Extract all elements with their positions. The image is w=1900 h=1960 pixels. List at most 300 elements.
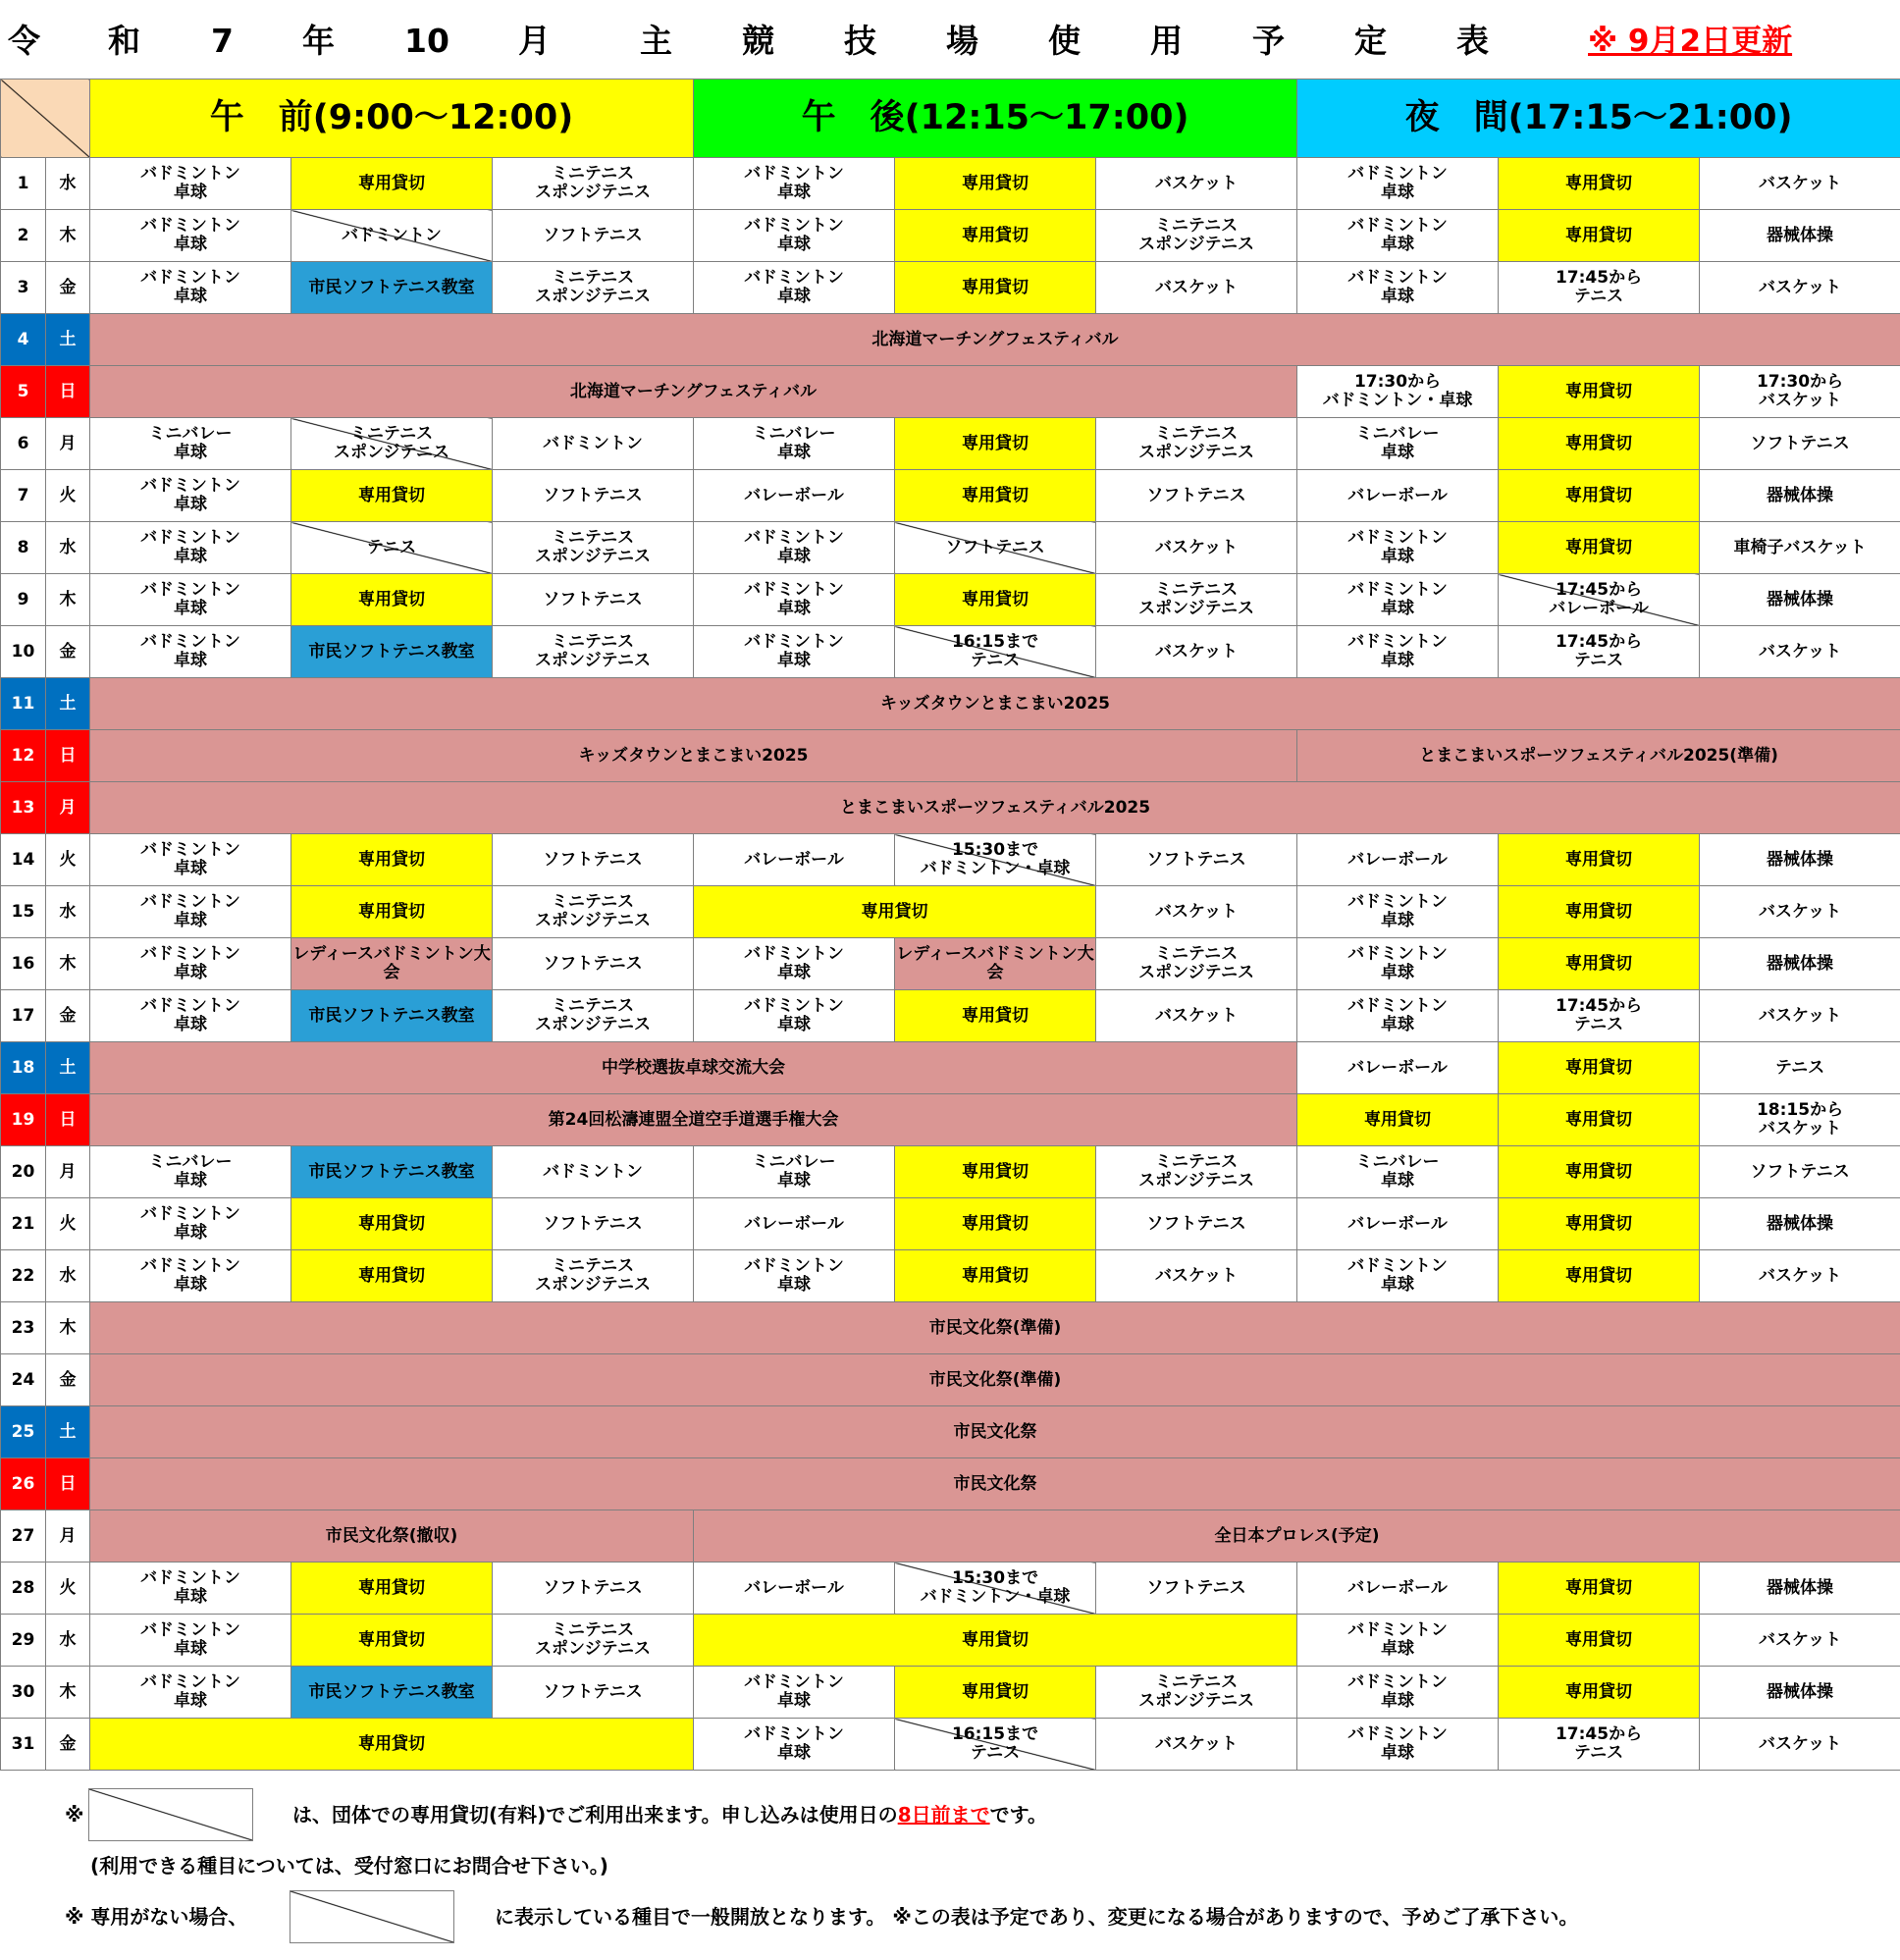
corner-cell bbox=[1, 79, 90, 158]
schedule-cell bbox=[1096, 626, 1297, 678]
cell-text: 市民ソフトテニス教室 bbox=[308, 1005, 475, 1026]
day-row bbox=[1, 834, 1900, 886]
event-cell bbox=[90, 1458, 1900, 1510]
cell-text: ソフトテニス bbox=[1146, 1213, 1246, 1234]
weekday: 日 bbox=[46, 1458, 90, 1510]
reserved-cell bbox=[895, 1198, 1096, 1250]
schedule-cell bbox=[895, 626, 1096, 678]
schedule-cell bbox=[493, 1146, 694, 1198]
cell-text: テニス bbox=[1774, 1057, 1825, 1078]
schedule-cell bbox=[895, 1563, 1096, 1615]
cell-text: バレーボール bbox=[1347, 1577, 1448, 1598]
cell-text: 器械体操 bbox=[1767, 953, 1834, 974]
cell-text: 市民ソフトテニス教室 bbox=[308, 1161, 475, 1182]
cell-text: バレーボール bbox=[744, 1213, 844, 1234]
schedule-cell bbox=[1700, 522, 1900, 574]
schedule-cell bbox=[1297, 1667, 1499, 1719]
day-number: 19 bbox=[1, 1094, 46, 1146]
cell-text: 専用貸切 bbox=[1565, 849, 1633, 870]
reserved-cell bbox=[1499, 418, 1700, 470]
title-char: 10 bbox=[404, 22, 449, 60]
schedule-cell bbox=[1700, 1719, 1900, 1771]
schedule-cell bbox=[291, 1667, 493, 1719]
day-number: 20 bbox=[1, 1146, 46, 1198]
cell-text: 器械体操 bbox=[1767, 1213, 1834, 1234]
reserved-cell bbox=[291, 834, 493, 886]
cell-text: バレーボール bbox=[1347, 849, 1448, 870]
cell-text: バドミントン 卓球 bbox=[744, 1256, 844, 1295]
cell-text: 16:15まで テニス bbox=[951, 632, 1039, 670]
reserved-cell bbox=[1499, 1667, 1700, 1719]
reserved-cell bbox=[291, 886, 493, 938]
cell-text: キッズタウンとまこまい2025 bbox=[880, 693, 1110, 714]
schedule-cell bbox=[1096, 522, 1297, 574]
schedule-cell bbox=[1096, 470, 1297, 522]
event-cell bbox=[90, 1406, 1900, 1458]
cell-text: 専用貸切 bbox=[1565, 225, 1633, 245]
schedule-cell bbox=[1297, 1719, 1499, 1771]
day-row bbox=[1, 990, 1900, 1042]
legend-line1: は、団体での専用貸切(有料)でご利用出来ます。申し込みは使用日の8日前までです。 bbox=[292, 1803, 1048, 1827]
schedule-cell bbox=[493, 1563, 694, 1615]
cell-text: 専用貸切 bbox=[861, 901, 928, 922]
event-cell bbox=[90, 366, 1297, 418]
cell-text: ソフトテニス bbox=[543, 1577, 643, 1598]
day-number: 30 bbox=[1, 1667, 46, 1719]
schedule-cell bbox=[895, 834, 1096, 886]
cell-text: ミニテニス スポンジテニス bbox=[1138, 424, 1254, 462]
cell-text: バドミントン 卓球 bbox=[140, 580, 240, 618]
cell-text: 市民ソフトテニス教室 bbox=[308, 641, 475, 662]
title-char: 用 bbox=[1150, 22, 1183, 60]
cell-text: バドミントン 卓球 bbox=[1347, 580, 1448, 618]
cell-text: ソフトテニス bbox=[1146, 1577, 1246, 1598]
cell-text: バレーボール bbox=[1347, 1213, 1448, 1234]
weekday: 火 bbox=[46, 470, 90, 522]
day-number: 26 bbox=[1, 1458, 46, 1510]
cell-text: 専用貸切 bbox=[358, 1629, 425, 1650]
title-char: 月 bbox=[518, 22, 551, 60]
event-cell bbox=[90, 782, 1900, 834]
schedule-cell bbox=[90, 262, 291, 314]
schedule-cell bbox=[1700, 886, 1900, 938]
day-row bbox=[1, 1615, 1900, 1667]
weekday: 金 bbox=[46, 1719, 90, 1771]
schedule-cell bbox=[1096, 574, 1297, 626]
reserved-cell bbox=[895, 1667, 1096, 1719]
day-row bbox=[1, 1354, 1900, 1406]
day-row bbox=[1, 366, 1900, 418]
schedule-cell bbox=[493, 1667, 694, 1719]
reserved-cell bbox=[291, 574, 493, 626]
cell-text: バドミントン 卓球 bbox=[744, 1672, 844, 1711]
schedule-cell bbox=[1297, 366, 1499, 418]
schedule-cell bbox=[694, 418, 895, 470]
schedule-cell bbox=[493, 1250, 694, 1302]
legend-mark: ※ bbox=[65, 1803, 84, 1827]
cell-text: ミニテニス スポンジテニス bbox=[1138, 944, 1254, 982]
day-row bbox=[1, 678, 1900, 730]
update-note: ※ 9月2日更新 bbox=[1588, 24, 1793, 59]
schedule-cell bbox=[1096, 418, 1297, 470]
schedule-cell bbox=[895, 1719, 1096, 1771]
cell-text: ミニバレー 卓球 bbox=[752, 424, 836, 462]
weekday: 金 bbox=[46, 626, 90, 678]
cell-text: ミニバレー 卓球 bbox=[1355, 1152, 1440, 1191]
schedule-cell bbox=[1700, 1563, 1900, 1615]
cell-text: ミニテニス スポンジテニス bbox=[535, 996, 651, 1034]
cell-text: 専用貸切 bbox=[1565, 1161, 1633, 1182]
day-number: 3 bbox=[1, 262, 46, 314]
schedule-cell bbox=[493, 886, 694, 938]
schedule-cell bbox=[1096, 158, 1297, 210]
schedule-cell bbox=[1096, 262, 1297, 314]
cell-text: 専用貸切 bbox=[962, 1005, 1029, 1026]
title-char: 主 bbox=[640, 22, 672, 60]
schedule-cell bbox=[694, 522, 895, 574]
schedule-cell bbox=[493, 1615, 694, 1667]
cell-text: バドミントン 卓球 bbox=[1347, 528, 1448, 566]
schedule-cell bbox=[1700, 1146, 1900, 1198]
reserved-cell bbox=[1499, 1563, 1700, 1615]
schedule-cell bbox=[1499, 262, 1700, 314]
schedule-cell bbox=[1700, 470, 1900, 522]
schedule-cell bbox=[694, 938, 895, 990]
reserved-cell bbox=[90, 1719, 694, 1771]
cell-text: バスケット bbox=[1154, 641, 1239, 662]
reserved-cell bbox=[895, 210, 1096, 262]
day-row bbox=[1, 1146, 1900, 1198]
cell-text: ミニテニス スポンジテニス bbox=[535, 268, 651, 306]
cell-text: 専用貸切 bbox=[1565, 953, 1633, 974]
cell-text: 専用貸切 bbox=[358, 1265, 425, 1286]
cell-text: 専用貸切 bbox=[1565, 901, 1633, 922]
cell-text: バスケット bbox=[1758, 1629, 1842, 1650]
day-number: 6 bbox=[1, 418, 46, 470]
day-row bbox=[1, 1510, 1900, 1563]
day-number: 21 bbox=[1, 1198, 46, 1250]
cell-text: 専用貸切 bbox=[962, 277, 1029, 297]
weekday: 木 bbox=[46, 1667, 90, 1719]
day-number: 27 bbox=[1, 1510, 46, 1563]
reserved-cell bbox=[1499, 522, 1700, 574]
cell-text: バスケット bbox=[1154, 1005, 1239, 1026]
cell-text: ミニテニス スポンジテニス bbox=[535, 528, 651, 566]
event-cell bbox=[90, 314, 1900, 366]
schedule-cell bbox=[493, 158, 694, 210]
schedule-cell bbox=[1297, 210, 1499, 262]
day-number: 29 bbox=[1, 1615, 46, 1667]
legend bbox=[0, 1778, 1900, 1960]
reserved-cell bbox=[694, 886, 1096, 938]
cell-text: 器械体操 bbox=[1767, 485, 1834, 505]
schedule-cell bbox=[694, 574, 895, 626]
cell-text: 16:15まで テニス bbox=[951, 1724, 1039, 1763]
cell-text: バドミントン 卓球 bbox=[744, 996, 844, 1034]
cell-text: 15:30まで バドミントン・卓球 bbox=[920, 1568, 1071, 1607]
schedule-cell bbox=[90, 470, 291, 522]
header-row bbox=[1, 79, 1900, 158]
cell-text: 専用貸切 bbox=[962, 1265, 1029, 1286]
weekday: 火 bbox=[46, 1198, 90, 1250]
cell-text: 市民文化祭(準備) bbox=[928, 1369, 1062, 1390]
reserved-cell bbox=[895, 470, 1096, 522]
weekday: 水 bbox=[46, 158, 90, 210]
schedule-cell bbox=[694, 210, 895, 262]
schedule-cell bbox=[1297, 1198, 1499, 1250]
cell-text: 第24回松濤連盟全道空手道選手権大会 bbox=[548, 1109, 839, 1130]
cell-text: 専用貸切 bbox=[1565, 433, 1633, 453]
cell-text: 専用貸切 bbox=[962, 1681, 1029, 1702]
day-row bbox=[1, 158, 1900, 210]
legend-line2: (利用できる種目については、受付窓口にお問合せ下さい。) bbox=[90, 1854, 608, 1878]
schedule-cell bbox=[291, 262, 493, 314]
cell-text: 市民ソフトテニス教室 bbox=[308, 1681, 475, 1702]
schedule-cell bbox=[1700, 574, 1900, 626]
reserved-cell bbox=[1499, 470, 1700, 522]
weekday: 水 bbox=[46, 1250, 90, 1302]
day-number: 1 bbox=[1, 158, 46, 210]
cell-text: バスケット bbox=[1758, 173, 1842, 193]
day-row bbox=[1, 1302, 1900, 1354]
reserved-cell bbox=[895, 990, 1096, 1042]
cell-text: ソフトテニス bbox=[1146, 849, 1246, 870]
schedule-cell bbox=[1297, 938, 1499, 990]
day-row bbox=[1, 418, 1900, 470]
cell-text: バドミントン 卓球 bbox=[744, 944, 844, 982]
day-row bbox=[1, 210, 1900, 262]
event-cell bbox=[90, 1094, 1297, 1146]
cell-text: ミニバレー 卓球 bbox=[148, 424, 233, 462]
cell-text: バドミントン 卓球 bbox=[140, 216, 240, 254]
weekday: 月 bbox=[46, 1146, 90, 1198]
schedule-table bbox=[0, 79, 1900, 1771]
schedule-cell bbox=[291, 1146, 493, 1198]
cell-text: 専用貸切 bbox=[1565, 537, 1633, 557]
cell-text: バスケット bbox=[1154, 1733, 1239, 1754]
schedule-cell bbox=[1297, 626, 1499, 678]
schedule-cell bbox=[1297, 470, 1499, 522]
reserved-cell bbox=[291, 1563, 493, 1615]
cell-text: 器械体操 bbox=[1767, 1681, 1834, 1702]
cell-text: ミニバレー 卓球 bbox=[1355, 424, 1440, 462]
schedule-cell bbox=[493, 1198, 694, 1250]
weekday: 木 bbox=[46, 938, 90, 990]
cell-text: バスケット bbox=[1758, 901, 1842, 922]
title-bar bbox=[0, 0, 1900, 79]
legend-line3a: ※ 専用がない場合、 bbox=[65, 1905, 248, 1929]
schedule-cell bbox=[694, 1719, 895, 1771]
schedule-cell bbox=[493, 262, 694, 314]
cell-text: 専用貸切 bbox=[358, 173, 425, 193]
cell-text: バドミントン 卓球 bbox=[140, 1256, 240, 1295]
title-char: 令 bbox=[8, 22, 40, 60]
day-number: 28 bbox=[1, 1563, 46, 1615]
cell-text: 市民文化祭(準備) bbox=[928, 1317, 1062, 1338]
cell-text: 器械体操 bbox=[1767, 225, 1834, 245]
cell-text: バドミントン 卓球 bbox=[744, 164, 844, 202]
reserved-cell bbox=[895, 574, 1096, 626]
schedule-cell bbox=[493, 210, 694, 262]
schedule-cell bbox=[1700, 834, 1900, 886]
day-row bbox=[1, 1563, 1900, 1615]
schedule-cell bbox=[1700, 1094, 1900, 1146]
day-row bbox=[1, 1198, 1900, 1250]
cell-text: 専用貸切 bbox=[1565, 1057, 1633, 1078]
event-cell bbox=[291, 938, 493, 990]
schedule-cell bbox=[493, 418, 694, 470]
schedule-cell bbox=[1096, 210, 1297, 262]
schedule-cell bbox=[1499, 1719, 1700, 1771]
cell-text: バドミントン 卓球 bbox=[1347, 944, 1448, 982]
cell-text: バドミントン bbox=[543, 433, 643, 453]
schedule-cell bbox=[493, 938, 694, 990]
cell-text: バドミントン 卓球 bbox=[140, 1620, 240, 1659]
cell-text: ソフトテニス bbox=[1750, 433, 1850, 453]
day-row bbox=[1, 886, 1900, 938]
day-row bbox=[1, 1042, 1900, 1094]
cell-text: ソフトテニス bbox=[543, 1681, 643, 1702]
day-row bbox=[1, 470, 1900, 522]
cell-text: テニス bbox=[366, 537, 417, 557]
schedule-cell bbox=[493, 522, 694, 574]
cell-text: バドミントン 卓球 bbox=[140, 632, 240, 670]
schedule-cell bbox=[1700, 418, 1900, 470]
reserved-cell bbox=[1499, 1042, 1700, 1094]
reserved-cell bbox=[1499, 158, 1700, 210]
cell-text: バスケット bbox=[1154, 537, 1239, 557]
cell-text: バドミントン bbox=[342, 225, 442, 245]
reserved-cell bbox=[291, 1615, 493, 1667]
reserved-cell bbox=[895, 418, 1096, 470]
day-row bbox=[1, 626, 1900, 678]
weekday: 月 bbox=[46, 1510, 90, 1563]
day-number: 10 bbox=[1, 626, 46, 678]
schedule-cell bbox=[1700, 1042, 1900, 1094]
schedule-cell bbox=[694, 1146, 895, 1198]
title-char: 和 bbox=[108, 22, 140, 60]
cell-text: ソフトテニス bbox=[543, 849, 643, 870]
cell-text: バドミントン 卓球 bbox=[140, 892, 240, 930]
legend-diagonal-box bbox=[290, 1890, 454, 1943]
schedule-cell bbox=[1297, 158, 1499, 210]
schedule-cell bbox=[1297, 574, 1499, 626]
event-cell bbox=[90, 1354, 1900, 1406]
schedule-cell bbox=[694, 1250, 895, 1302]
cell-text: バドミントン 卓球 bbox=[1347, 632, 1448, 670]
reserved-cell bbox=[895, 1146, 1096, 1198]
schedule-cell bbox=[90, 990, 291, 1042]
schedule-cell bbox=[694, 1667, 895, 1719]
schedule-cell bbox=[90, 210, 291, 262]
schedule-cell bbox=[694, 262, 895, 314]
cell-text: ミニテニス スポンジテニス bbox=[535, 632, 651, 670]
reserved-cell bbox=[1499, 1615, 1700, 1667]
cell-text: ミニテニス スポンジテニス bbox=[535, 892, 651, 930]
reserved-cell bbox=[291, 470, 493, 522]
cell-text: バドミントン 卓球 bbox=[1347, 268, 1448, 306]
schedule-cell bbox=[1297, 522, 1499, 574]
schedule-cell bbox=[90, 1250, 291, 1302]
schedule-cell bbox=[1297, 1146, 1499, 1198]
cell-text: 専用貸切 bbox=[962, 1213, 1029, 1234]
day-number: 31 bbox=[1, 1719, 46, 1771]
cell-text: バスケット bbox=[1758, 641, 1842, 662]
weekday: 土 bbox=[46, 1042, 90, 1094]
day-number: 15 bbox=[1, 886, 46, 938]
weekday: 金 bbox=[46, 262, 90, 314]
cell-text: ソフトテニス bbox=[543, 953, 643, 974]
cell-text: 専用貸切 bbox=[358, 849, 425, 870]
cell-text: バドミントン 卓球 bbox=[744, 528, 844, 566]
cell-text: バドミントン 卓球 bbox=[744, 268, 844, 306]
cell-text: バドミントン 卓球 bbox=[140, 1568, 240, 1607]
day-row bbox=[1, 1094, 1900, 1146]
cell-text: バスケット bbox=[1758, 1733, 1842, 1754]
cell-text: バドミントン 卓球 bbox=[140, 1204, 240, 1243]
cell-text: 専用貸切 bbox=[358, 901, 425, 922]
legend-diagonal-box bbox=[88, 1788, 253, 1841]
reserved-cell bbox=[1297, 1094, 1499, 1146]
cell-text: バドミントン 卓球 bbox=[1347, 164, 1448, 202]
reserved-cell bbox=[1499, 1250, 1700, 1302]
schedule-cell bbox=[1700, 626, 1900, 678]
cell-text: バスケット bbox=[1154, 1265, 1239, 1286]
title-char: 表 bbox=[1456, 22, 1489, 60]
weekday: 水 bbox=[46, 886, 90, 938]
cell-text: バドミントン bbox=[543, 1161, 643, 1182]
cell-text: レディースバドミントン大会 bbox=[896, 944, 1094, 982]
schedule-cell bbox=[694, 626, 895, 678]
title-char: 場 bbox=[946, 22, 978, 60]
weekday: 月 bbox=[46, 782, 90, 834]
cell-text: ソフトテニス bbox=[1750, 1161, 1850, 1182]
day-row bbox=[1, 314, 1900, 366]
cell-text: ミニテニス スポンジテニス bbox=[1138, 1672, 1254, 1711]
event-cell bbox=[1297, 730, 1900, 782]
reserved-cell bbox=[291, 1198, 493, 1250]
day-number: 8 bbox=[1, 522, 46, 574]
schedule-cell bbox=[291, 418, 493, 470]
cell-text: 専用貸切 bbox=[358, 1577, 425, 1598]
event-cell bbox=[90, 678, 1900, 730]
weekday: 火 bbox=[46, 834, 90, 886]
schedule-cell bbox=[493, 834, 694, 886]
cell-text: 専用貸切 bbox=[1364, 1109, 1432, 1130]
cell-text: バドミントン 卓球 bbox=[1347, 1724, 1448, 1763]
event-cell bbox=[895, 938, 1096, 990]
schedule-cell bbox=[1096, 834, 1297, 886]
schedule-cell bbox=[1297, 834, 1499, 886]
cell-text: ミニテニス スポンジテニス bbox=[1138, 580, 1254, 618]
cell-text: 専用貸切 bbox=[962, 1629, 1029, 1650]
schedule-cell bbox=[1499, 626, 1700, 678]
schedule-cell bbox=[90, 1563, 291, 1615]
cell-text: バドミントン 卓球 bbox=[140, 528, 240, 566]
day-number: 12 bbox=[1, 730, 46, 782]
schedule-cell bbox=[1297, 418, 1499, 470]
weekday: 土 bbox=[46, 1406, 90, 1458]
cell-text: 専用貸切 bbox=[358, 1213, 425, 1234]
cell-text: ミニテニス スポンジテニス bbox=[334, 424, 449, 462]
day-number: 18 bbox=[1, 1042, 46, 1094]
schedule-cell bbox=[1700, 158, 1900, 210]
cell-text: 専用貸切 bbox=[1565, 173, 1633, 193]
day-row bbox=[1, 782, 1900, 834]
cell-text: 17:45から テニス bbox=[1555, 1724, 1643, 1763]
weekday: 木 bbox=[46, 574, 90, 626]
schedule-cell bbox=[694, 834, 895, 886]
